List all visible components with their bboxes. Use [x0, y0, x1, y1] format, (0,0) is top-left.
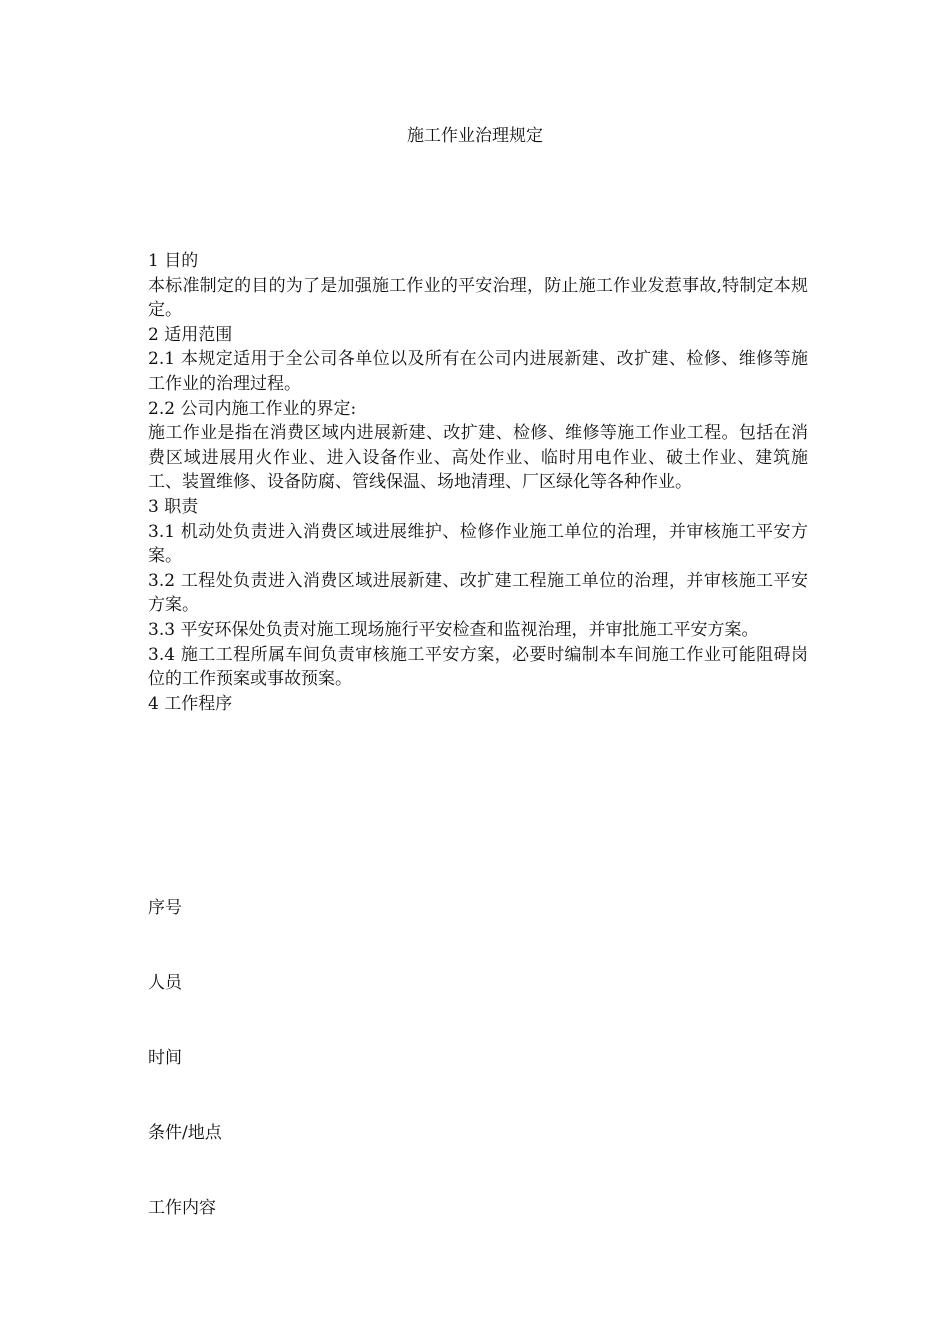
document-body [148, 249, 808, 716]
table-header-personnel: 人员 [148, 973, 182, 993]
table-header-work-content: 工作内容 [148, 1198, 216, 1218]
paragraph-purpose: 本标准制定的目的为了是加强施工作业的平安治理，防止施工作业发惹事故,特制定本规定。 [148, 275, 808, 321]
document-title: 施工作业治理规定 [407, 126, 543, 146]
table-header-condition-location: 条件/地点 [148, 1123, 222, 1143]
table-header-time: 时间 [148, 1048, 182, 1068]
paragraph-definition: 施工作业是指在消费区域内进展新建、改扩建、检修、维修等施工作业工程。包括在消费区域进展用火作业、进入设备作业、高处作业、临时用电作业、破土作业、建筑施工、装置维修、设备防腐、管线保温、场地清理、厂区绿化等各种作业。 [148, 423, 808, 493]
paragraph-scope-2-2: 2.2 公司内施工作业的界定: [148, 398, 357, 419]
paragraph-duty-3-1: 3.1 机动处负责进入消费区域进展维护、检修作业施工单位的治理，并审核施工平安方案。 [148, 521, 808, 567]
paragraph-duty-3-3: 3.3 平安环保处负责对施工现场施行平安检查和监视治理，并审批施工平安方案。 [148, 619, 759, 640]
table-header-number: 序号 [148, 898, 182, 918]
section-heading-procedure: 4 工作程序 [148, 693, 233, 714]
procedure-table-headers [148, 896, 448, 1271]
paragraph-duty-3-4: 3.4 施工工程所属车间负责审核施工平安方案，必要时编制本车间施工作业可能阻碍岗位的工作预案或事故预案。 [148, 644, 808, 690]
section-heading-scope: 2 适用范围 [148, 324, 233, 345]
section-heading-purpose: 1 目的 [148, 251, 199, 271]
paragraph-scope-2-1: 2.1 本规定适用于全公司各单位以及所有在公司内进展新建、改扩建、检修、维修等施工作业的治理过程。 [148, 349, 808, 394]
paragraph-duty-3-2: 3.2 工程处负责进入消费区域进展新建、改扩建工程施工单位的治理，并审核施工平安方案。 [148, 570, 808, 616]
section-heading-duties: 3 职责 [148, 496, 199, 517]
